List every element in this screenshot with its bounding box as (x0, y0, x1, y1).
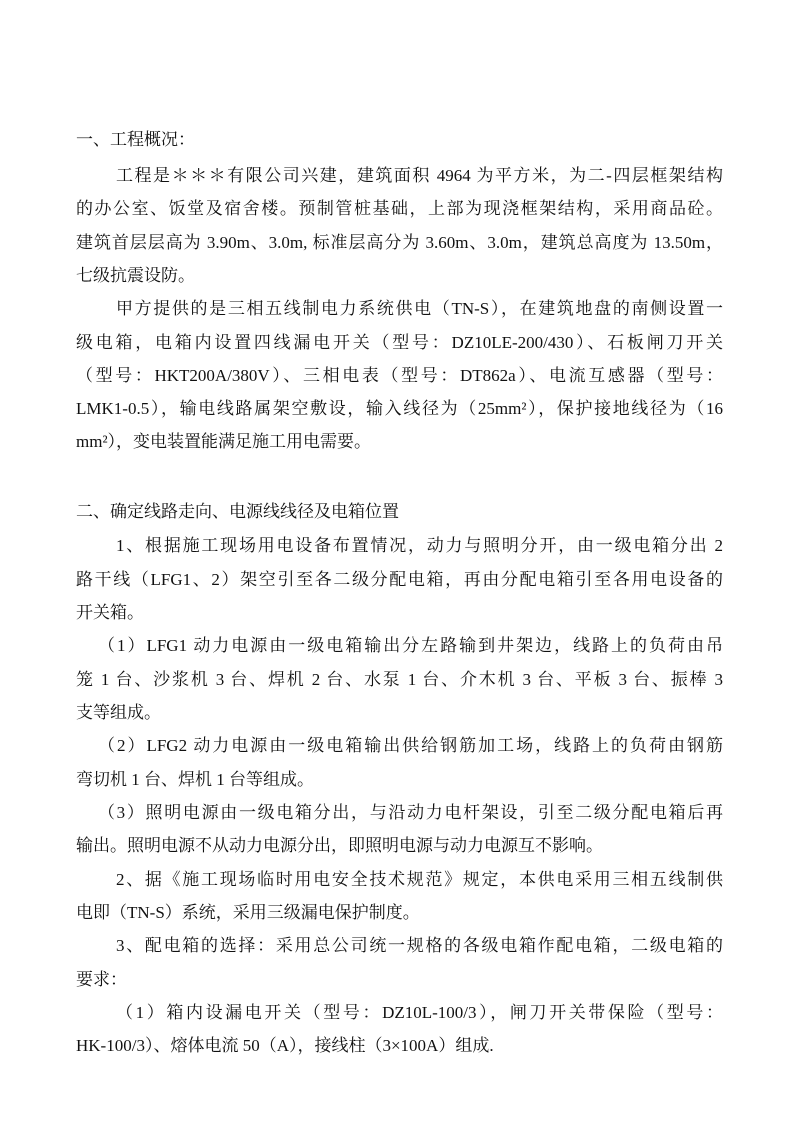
text-line: 3、配电箱的选择：采用总公司统一规格的各级电箱作配电箱，二级电箱的 (116, 936, 723, 955)
text-line: 七级抗震设防。 (76, 266, 195, 285)
text-line: 一、工程概况： (76, 130, 195, 149)
text-line: 工程是＊＊＊有限公司兴建，建筑面积 4964 为平方米，为二-四层框架结构 (116, 166, 723, 185)
text-line: 建筑首层层高为 3.90m、3.0m, 标准层高分为 3.60m、3.0m，建筑总高度为 13.50m， (76, 233, 723, 252)
text-line: 二、确定线路走向、电源线线径及电箱位置 (76, 502, 399, 521)
text-line: 开关箱。 (76, 603, 144, 622)
text-line: 支等组成。 (76, 703, 161, 722)
text-line: LMK1-0.5），输电线路属架空敷设，输入线径为（25mm²），保护接地线径为（16 (76, 399, 723, 418)
text-line: 电即（TN-S）系统，采用三级漏电保护制度。 (76, 903, 420, 922)
text-line: 弯切机 1 台、焊机 1 台等组成。 (76, 770, 314, 789)
text-line: （1）LFG1 动力电源由一级电箱输出分左路输到井架边，线路上的负荷由吊 (98, 636, 723, 655)
text-line: （型号：HKT200A/380V）、三相电表（型号：DT862a）、电流互感器（型号： (76, 366, 723, 385)
text-line: 级电箱，电箱内设置四线漏电开关（型号：DZ10LE-200/430）、石板闸刀开关 (76, 333, 723, 352)
text-line: mm²），变电装置能满足施工用电需要。 (76, 432, 372, 451)
text-line: （2）LFG2 动力电源由一级电箱输出供给钢筋加工场，线路上的负荷由钢筋 (98, 736, 723, 755)
text-line: 输出。照明电源不从动力电源分出，即照明电源与动力电源互不影响。 (76, 836, 603, 855)
text-line: 要求： (76, 970, 127, 989)
text-line: 甲方提供的是三相五线制电力系统供电（TN-S），在建筑地盘的南侧设置一 (116, 299, 723, 318)
text-line: （1）箱内设漏电开关（型号：DZ10L-100/3），闸刀开关带保险（型号： (116, 1003, 723, 1022)
text-line: HK-100/3）、熔体电流 50（A），接线柱（3×100A）组成. (76, 1036, 494, 1055)
text-line: 笼 1 台、沙浆机 3 台、焊机 2 台、水泵 1 台、介木机 3 台、平板 3 台、振棒 3 (76, 670, 723, 689)
text-line: 的办公室、饭堂及宿舍楼。预制管桩基础，上部为现浇框架结构，采用商品砼。 (76, 199, 723, 218)
text-line: （3）照明电源由一级电箱分出，与沿动力电杆架设，引至二级分配电箱后再 (98, 803, 723, 822)
text-line: 2、据《施工现场临时用电安全技术规范》规定，本供电采用三相五线制供 (116, 870, 723, 889)
text-line: 1、根据施工现场用电设备布置情况，动力与照明分开，由一级电箱分出 2 (116, 536, 723, 555)
text-line: 路干线（LFG1、2）架空引至各二级分配电箱，再由分配电箱引至各用电设备的 (76, 570, 723, 589)
